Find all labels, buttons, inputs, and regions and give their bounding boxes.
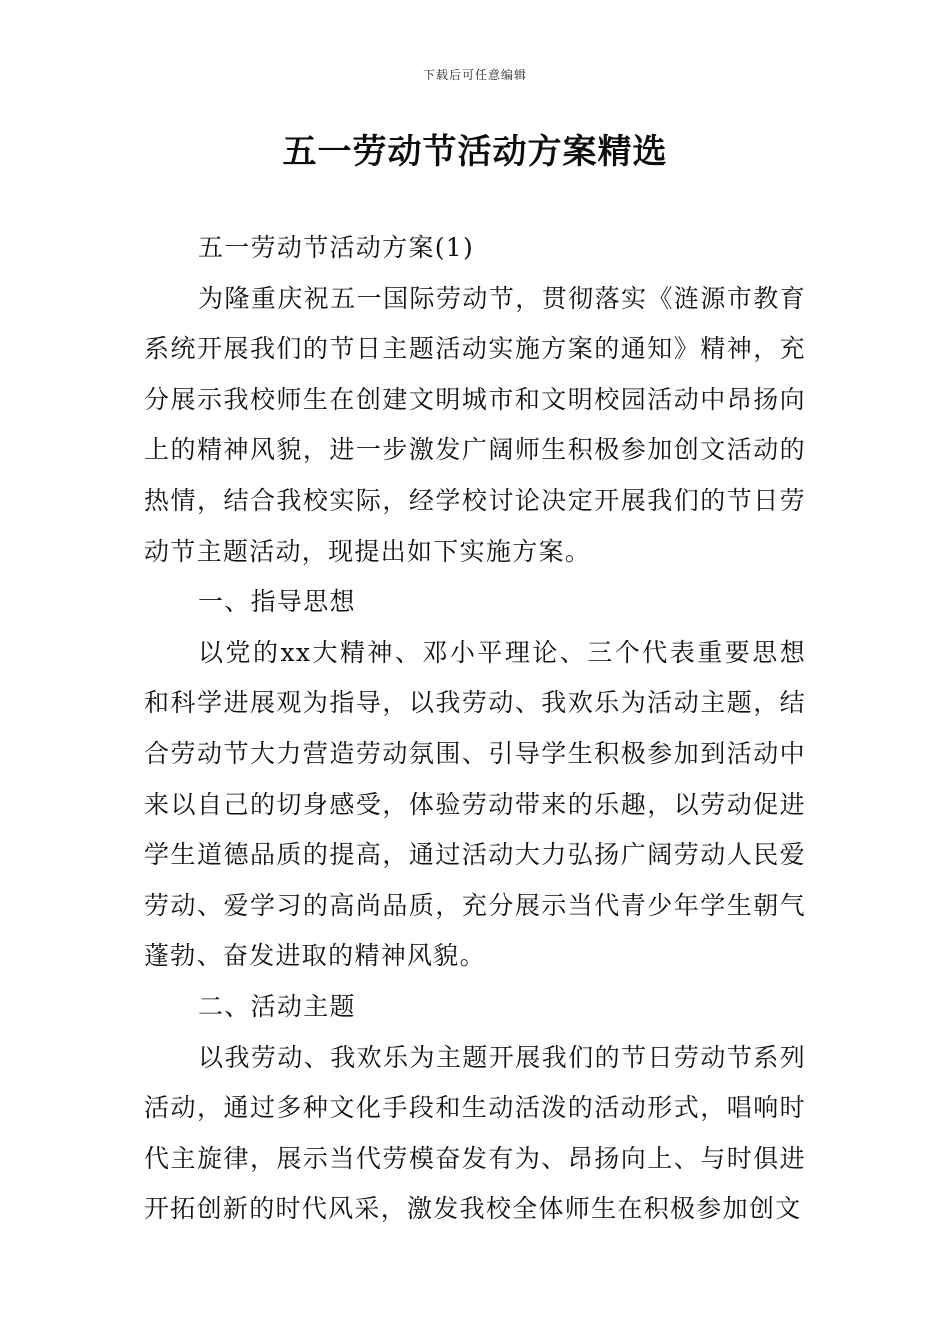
section-heading-activity-theme: 二、活动主题 (198, 991, 356, 1021)
section-heading-guiding-ideology: 一、指导思想 (198, 587, 356, 617)
document-title: 五一劳动节活动方案精选 (282, 132, 668, 172)
guiding-ideology-paragraph: 以党的xx大精神、邓小平理论、三个代表重要思想和科学进展观为指导，以我劳动、我欢乐为活动主题，结合劳动节大力营造劳动氛围、引导学生积极参加到活动中来以自己的切身感受，体验劳动带来的乐趣，以劳动促进学生道德品质的提高，通过活动大力弘扬广阔劳动人民爱劳动、爱学习的高尚品质，充分展示当代青少年学生朝气蓬勃、奋发进取的精神风貌。 (144, 637, 806, 971)
document-body (144, 223, 806, 1235)
header-note: 下载后可任意编辑 (422, 68, 527, 82)
section-heading-plan-1: 五一劳动节活动方案(1) (198, 233, 475, 262)
intro-paragraph: 为隆重庆祝五一国际劳动节，贯彻落实《涟源市教育系统开展我们的节日主题活动实施方案的通知》精神，充分展示我校师生在创建文明城市和文明校园活动中昂扬向上的精神风貌，进一步激发广阔师生积极参加创文活动的热情，结合我校实际，经学校讨论决定开展我们的节日劳动节主题活动，现提出如下实施方案。 (144, 283, 806, 566)
activity-theme-paragraph: 以我劳动、我欢乐为主题开展我们的节日劳动节系列活动，通过多种文化手段和生动活泼的活动形式，唱响时代主旋律，展示当代劳模奋发有为、昂扬向上、与时俱进开拓创新的时代风采，激发我校全体师生在积极参加创文 (144, 1042, 806, 1224)
